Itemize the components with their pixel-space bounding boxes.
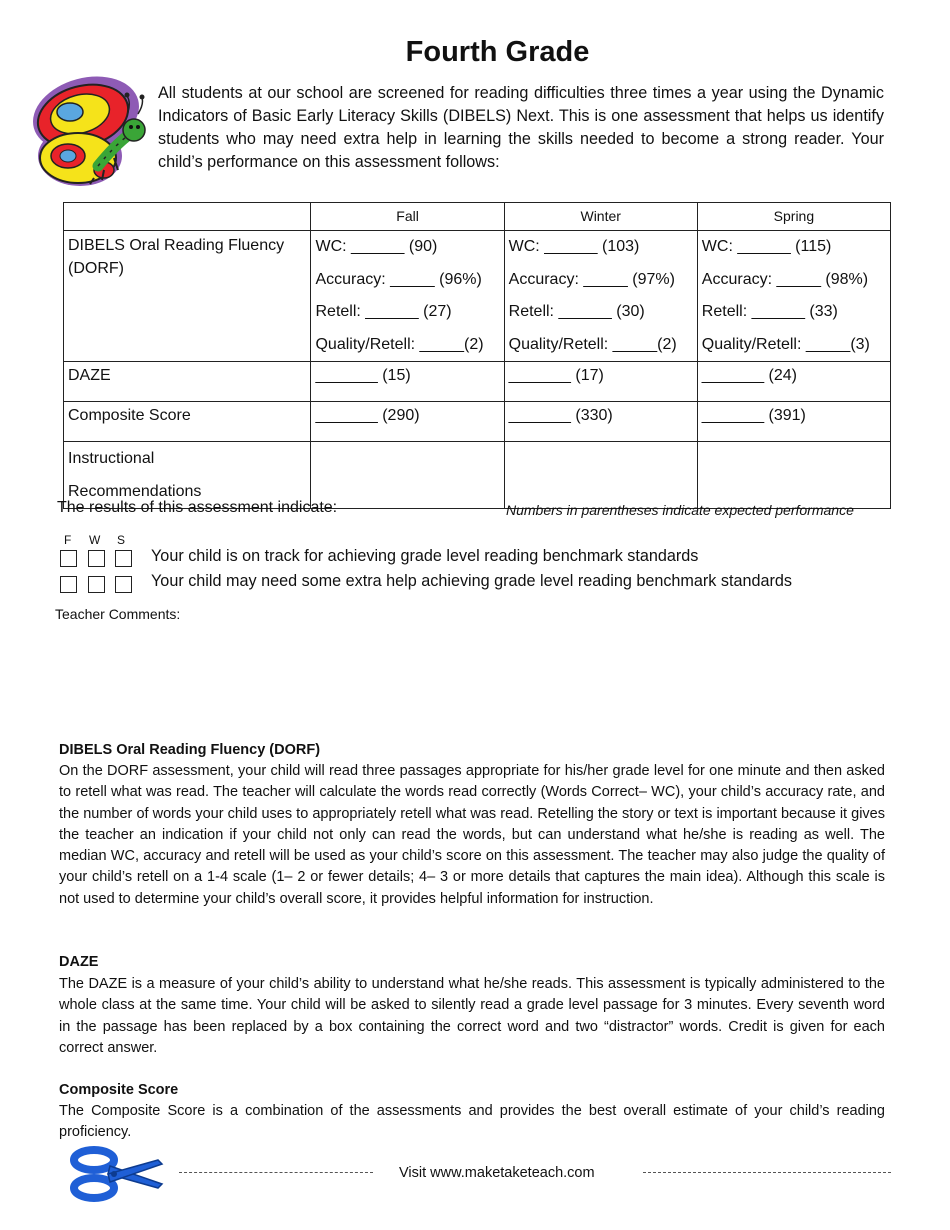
header-empty-cell	[64, 203, 311, 231]
checkbox-header-f: F	[64, 533, 72, 547]
header-spring: Spring	[697, 203, 890, 231]
daze-row	[64, 362, 891, 402]
dorf-section-heading: DIBELS Oral Reading Fluency (DORF)	[59, 742, 321, 758]
composite-label: Composite Score	[64, 402, 311, 442]
dorf-fall-retell: Retell: ______ (27)	[315, 303, 452, 321]
dorf-winter-cell	[504, 231, 697, 362]
composite-section-heading: Composite Score	[59, 1082, 179, 1098]
composite-fall: _______ (290)	[311, 402, 504, 442]
dorf-fall-accuracy: Accuracy: _____ (96%)	[315, 270, 482, 288]
cut-line-left	[179, 1172, 373, 1173]
dorf-fall-cell	[311, 231, 504, 362]
butterfly-illustration	[28, 74, 158, 190]
composite-section-body: The Composite Score is a combination of the assessments and provides the best overall estimate of your child’s reading proficiency.	[59, 1103, 885, 1141]
dorf-section-body: On the DORF assessment, your child will read three passages appropriate for his/her grade level for one minute and then asked to retell what was read. The teacher will calculate the words read correctly (Words Correct– WC), your child’s accuracy rate, and the number of words your child uses to appropriately retell what was read. Retelling the story or text is important because it gives the teacher an indication if your child not only can read the words, but can understand what he/she is reading as well. The median WC, accuracy and retell will be used as your child’s score on this assessment. The teacher may also judge the quality of your child’s retell on a 1-4 scale (1– 2 or fewer details; 4– 3 or more details that captures the main idea). Although this scale is not used to determine your child’s overall score, it provides helpful information for instruction.	[59, 763, 885, 907]
extra-help-fall-checkbox[interactable]	[60, 576, 77, 593]
instructional-fall[interactable]	[311, 442, 504, 509]
checkbox-header-s: S	[117, 533, 126, 547]
dorf-spring-retell: Retell: ______ (33)	[701, 303, 838, 321]
dorf-fall-quality: Quality/Retell: _____(2)	[315, 335, 484, 353]
intro-paragraph: All students at our school are screened for reading difficulties three times a year using the Dynamic Indicators of Basic Early Literacy Skills (DIBELS) Next. This is one assessment that helps us identify students who may need extra help in learning the skills needed to become a strong reader. Your child’s performance on this assessment follows:	[158, 84, 884, 171]
on-track-winter-checkbox[interactable]	[88, 550, 105, 567]
page-title: Fourth Grade	[405, 36, 590, 68]
table-header-row	[64, 203, 891, 231]
extra-help-winter-checkbox[interactable]	[88, 576, 105, 593]
scissors-icon	[68, 1146, 166, 1202]
on-track-fall-checkbox[interactable]	[60, 550, 77, 567]
cut-line-right	[643, 1172, 891, 1173]
daze-fall: _______ (15)	[311, 362, 504, 402]
on-track-option: Your child is on track for achieving grade level reading benchmark standards	[151, 547, 699, 565]
dorf-winter-retell: Retell: ______ (30)	[508, 303, 645, 321]
assessment-table	[63, 202, 891, 509]
composite-row	[64, 402, 891, 442]
daze-section-heading: DAZE	[59, 954, 99, 970]
daze-spring: _______ (24)	[697, 362, 890, 402]
instructional-label-line2: Recommendations	[68, 483, 202, 501]
results-label: The results of this assessment indicate:	[57, 499, 338, 516]
dorf-winter-quality: Quality/Retell: _____(2)	[508, 335, 677, 353]
composite-winter: _______ (330)	[504, 402, 697, 442]
extra-help-option: Your child may need some extra help achieving grade level reading benchmark standards	[151, 572, 792, 590]
dorf-fall-wc: WC: ______ (90)	[315, 238, 438, 255]
header-winter: Winter	[504, 203, 697, 231]
header-fall: Fall	[311, 203, 504, 231]
on-track-spring-checkbox[interactable]	[115, 550, 132, 567]
daze-label: DAZE	[64, 362, 311, 402]
daze-winter: _______ (17)	[504, 362, 697, 402]
instructional-spring[interactable]	[697, 442, 890, 509]
instructional-winter[interactable]	[504, 442, 697, 509]
dorf-spring-quality: Quality/Retell: _____(3)	[701, 335, 870, 353]
composite-spring: _______ (391)	[697, 402, 890, 442]
dorf-winter-accuracy: Accuracy: _____ (97%)	[508, 270, 675, 288]
dorf-winter-wc: WC: ______ (103)	[508, 238, 640, 255]
expected-performance-note: Numbers in parentheses indicate expected performance	[506, 502, 854, 518]
footer-website[interactable]: Visit www.maketaketeach.com	[399, 1165, 595, 1181]
extra-help-spring-checkbox[interactable]	[115, 576, 132, 593]
dorf-row	[64, 231, 891, 362]
instructional-label-line1: Instructional	[68, 450, 155, 468]
dorf-spring-wc: WC: ______ (115)	[701, 238, 832, 255]
checkbox-header-w: W	[89, 533, 101, 547]
teacher-comments-label: Teacher Comments:	[55, 606, 181, 622]
dorf-spring-accuracy: Accuracy: _____ (98%)	[701, 270, 869, 288]
daze-section-body: The DAZE is a measure of your child’s ability to understand what he/she reads. This assessment is typically administered to the whole class at the same time. Your child will be asked to silently read a grade level passage for 3 minutes. Every seventh word in the passage has been replaced by a box containing the correct word and two “distractor” words. Credit is given for each correct answer.	[59, 976, 885, 1056]
dorf-label: DIBELS Oral Reading Fluency (DORF)	[64, 231, 311, 362]
dorf-spring-cell	[697, 231, 890, 362]
